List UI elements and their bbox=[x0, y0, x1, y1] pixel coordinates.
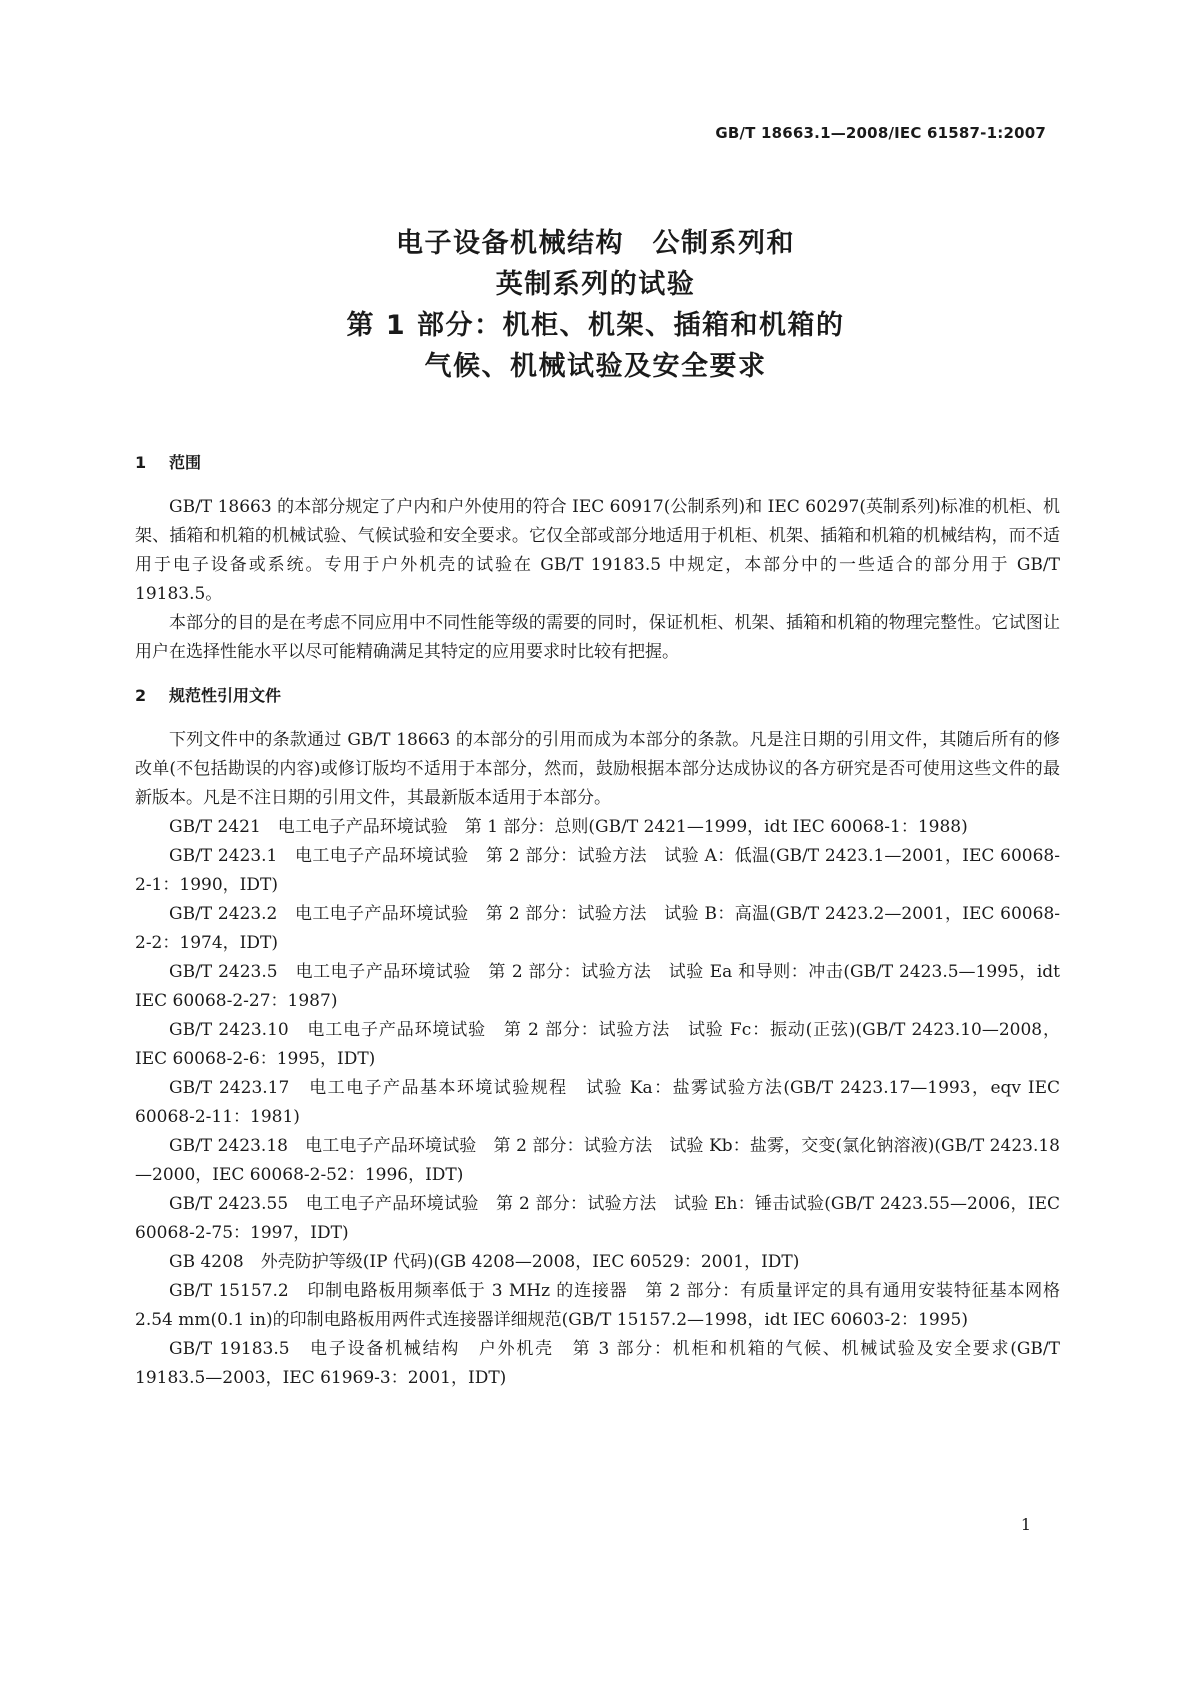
standard-number: GB/T 18663.1—2008/IEC 61587-1:2007 bbox=[715, 124, 1046, 142]
title-line-3: 第 1 部分：机柜、机架、插箱和机箱的 bbox=[346, 310, 845, 341]
title-line-4: 气候、机械试验及安全要求 bbox=[424, 351, 767, 382]
section-number: 1 bbox=[135, 453, 147, 472]
reference-entry: GB/T 19183.5 电子设备机械结构 户外机壳 第 3 部分：机柜和机箱的气候、机械试验及安全要求(GB/T 19183.5—2003，IEC 61969-3：2001，IDT) bbox=[135, 1339, 1060, 1388]
reference-entry: GB/T 2423.55 电工电子产品环境试验 第 2 部分：试验方法 试验 Eh：锤击试验(GB/T 2423.55—2006，IEC 60068-2-75：1997，IDT) bbox=[135, 1194, 1060, 1243]
paragraph: 下列文件中的条款通过 GB/T 18663 的本部分的引用而成为本部分的条款。凡是注日期的引用文件，其随后所有的修改单(不包括勘误的内容)或修订版均不适用于本部分，然而，鼓励根据本部分达成协议的各方研究是否可使用这些文件的最新版本。凡是不注日期的引用文件，其最新版本适用于本部分。 bbox=[135, 730, 1060, 808]
reference-entry: GB/T 15157.2 印制电路板用频率低于 3 MHz 的连接器 第 2 部分：有质量评定的具有通用安装特征基本网格 2.54 mm(0.1 in)的印制电路板用两件式连接器详细规范(GB/T 15157.2—1998，idt IEC 60603-2：1995) bbox=[135, 1281, 1060, 1330]
section-title: 范围 bbox=[169, 453, 202, 472]
document-title bbox=[0, 223, 1191, 387]
reference-entry: GB/T 2423.18 电工电子产品环境试验 第 2 部分：试验方法 试验 Kb：盐雾，交变(氯化钠溶液)(GB/T 2423.18—2000，IEC 60068-2-52：1996，IDT) bbox=[135, 1136, 1060, 1185]
reference-entry: GB/T 2423.10 电工电子产品环境试验 第 2 部分：试验方法 试验 Fc：振动(正弦)(GB/T 2423.10—2008，IEC 60068-2-6：1995，IDT) bbox=[135, 1020, 1060, 1069]
reference-entry: GB/T 2423.2 电工电子产品环境试验 第 2 部分：试验方法 试验 B：高温(GB/T 2423.2—2001，IEC 60068-2-2：1974，IDT) bbox=[135, 904, 1060, 953]
reference-entry: GB 4208 外壳防护等级(IP 代码)(GB 4208—2008，IEC 60529：2001，IDT) bbox=[169, 1252, 800, 1272]
section-1-heading bbox=[135, 448, 1060, 477]
title-line-2: 英制系列的试验 bbox=[495, 269, 696, 300]
reference-entry: GB/T 2423.17 电工电子产品基本环境试验规程 试验 Ka：盐雾试验方法(GB/T 2423.17—1993，eqv IEC 60068-2-11：1981) bbox=[135, 1078, 1060, 1127]
document-body bbox=[135, 448, 1060, 1393]
paragraph: 本部分的目的是在考虑不同应用中不同性能等级的需要的同时，保证机柜、机架、插箱和机箱的物理完整性。它试图让用户在选择性能水平以尽可能精确满足其特定的应用要求时比较有把握。 bbox=[135, 613, 1060, 662]
section-number: 2 bbox=[135, 686, 147, 705]
section-title: 规范性引用文件 bbox=[169, 686, 282, 705]
reference-entry: GB/T 2423.1 电工电子产品环境试验 第 2 部分：试验方法 试验 A：低温(GB/T 2423.1—2001，IEC 60068-2-1：1990，IDT) bbox=[135, 846, 1060, 895]
title-line-1: 电子设备机械结构 公制系列和 bbox=[396, 228, 795, 259]
reference-entry: GB/T 2423.5 电工电子产品环境试验 第 2 部分：试验方法 试验 Ea 和导则：冲击(GB/T 2423.5—1995，idt IEC 60068-2-27：1987) bbox=[135, 962, 1060, 1011]
paragraph: GB/T 18663 的本部分规定了户内和户外使用的符合 IEC 60917(公制系列)和 IEC 60297(英制系列)标准的机柜、机架、插箱和机箱的机械试验、气候试验和安全要求。它仅全部或部分地适用于机柜、机架、插箱和机箱的机械结构，而不适用于电子设备或系统。专用于户外机壳的试验在 GB/T 19183.5 中规定，本部分中的一些适合的部分用于 GB/T 19183.5。 bbox=[135, 497, 1060, 604]
reference-entry: GB/T 2421 电工电子产品环境试验 第 1 部分：总则(GB/T 2421—1999，idt IEC 60068-1：1988) bbox=[169, 817, 968, 837]
page-number: 1 bbox=[1020, 1515, 1031, 1534]
section-2-heading bbox=[135, 681, 1060, 710]
